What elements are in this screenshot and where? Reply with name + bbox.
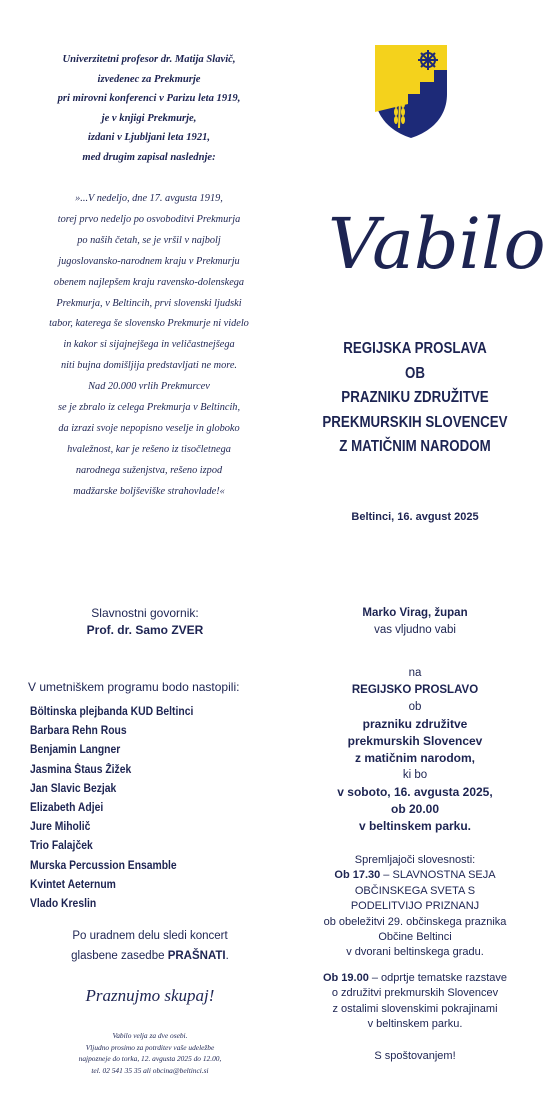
headline-line: Z MATIČNIM NARODOM — [339, 438, 491, 455]
performer-item: Jure Miholič — [30, 821, 91, 834]
performer-item: Vlado Kreslin — [30, 898, 97, 911]
regards: S spoštovanjem! — [374, 1050, 456, 1063]
quote-line: madžarske boljševiške strahovlade!« — [73, 485, 225, 497]
quote-line: hvaležnost, kar je rešeno iz tisočletnega — [67, 443, 231, 455]
municipality-crest-icon — [372, 42, 450, 140]
quote-line: in kakor si sijajnejšega in veličastnejšega — [63, 339, 235, 351]
intro-line: izvedenec za Prekmurje — [97, 73, 201, 85]
performers-list — [30, 703, 211, 914]
performer-item: Murska Percussion Ensamble — [30, 859, 177, 872]
performer-item: Elizabeth Adjei — [30, 802, 104, 815]
quote-line: jugoslovansko-narodnem kraju v Prekmurju — [58, 255, 240, 267]
performer-item: Barbara Rehn Rous — [30, 725, 127, 738]
performer-item: Jan Slavic Bezjak — [30, 782, 117, 795]
band-name: PRAŠNATI — [167, 950, 226, 962]
event-block: na REGIJSKO PROSLAVO ob prazniku združitve prekmurskih Slovencev z matičnim narodom, ki bo v soboto, 16. avgusta 2025, ob 20.00 v beltinskem parku. — [288, 665, 542, 835]
quote-line: niti bujna domišljija predstavljati ne more. — [61, 360, 237, 372]
concert-line: glasbene zasedbe PRAŠNATI. — [71, 950, 229, 962]
intro-line: izdani v Ljubljani leta 1921, — [87, 132, 211, 143]
quote-line: tabor, katerega še slovensko Prekmurje ni videlo — [49, 318, 249, 330]
event-time: ob 20.00 — [390, 802, 440, 816]
intro-line: je v knjigi Prekmurje, — [101, 112, 197, 124]
celebrate-slogan: Praznujmo skupaj! — [85, 986, 215, 1005]
invitation-title-text: Vabilo — [328, 203, 546, 285]
performer-item: Böltinska plejbanda KUD Beltinci — [30, 706, 194, 718]
performer-item: Trio Falajček — [30, 840, 93, 853]
quote-line: Prekmurja, v Beltincih, prvi slovenski ljudski — [56, 297, 242, 309]
headline-line: OB — [405, 364, 425, 382]
headline-line: PRAZNIKU ZDRUŽITVE — [341, 389, 489, 406]
event-title: REGIJSKO PROSLAVO — [351, 684, 479, 696]
quote-line: po naših četah, se je vršil v najbolj — [77, 234, 221, 246]
rsvp-line: tel. 02 541 35 35 ali obcina@beltinci.si — [91, 1066, 209, 1076]
rsvp-line: Vljudno prosimo za potrditev vaše udeležbe — [85, 1042, 215, 1052]
quote-line: da izrazi svoje nepopisno veselje in globoko — [58, 422, 240, 434]
rsvp-line: najpozneje do torka, 12. avgusta 2025 do 12.00, — [78, 1054, 222, 1064]
accompanying-title: Spremljajoči slovesnosti: — [354, 854, 476, 866]
intro-line: med drugim zapisal naslednje: — [82, 151, 216, 163]
quote-line: obenem najlepšem kraju ravensko-dolenskega — [53, 276, 245, 288]
headline-line: REGIJSKA PROSLAVA — [343, 340, 487, 357]
intro-section — [18, 50, 280, 503]
host-name: Marko Virag, župan — [362, 607, 468, 619]
intro-line: Univerzitetni profesor dr. Matija Slavič, — [62, 54, 236, 65]
historical-quote — [18, 189, 280, 503]
quote-line: torej prvo nedeljo po osvoboditvi Prekmurja — [57, 213, 241, 225]
headline-line: PREKMURSKIH SLOVENCEV — [322, 413, 508, 431]
event-item: Ob 19.00 – odprtje tematske razstave — [322, 971, 508, 984]
host-invites: vas vljudno vabi — [374, 624, 456, 636]
invitation-details — [288, 605, 542, 1062]
performer-item: Benjamin Langner — [30, 744, 121, 757]
performer-item: Kvintet Aeternum — [30, 878, 116, 891]
program-title: V umetniškem programu bodo nastopili: — [28, 680, 240, 694]
event-location: v beltinskem parku. — [358, 819, 472, 833]
speaker-name: Prof. dr. Samo ZVER — [86, 623, 204, 637]
speaker-label: Slavnostni govornik: — [91, 606, 199, 620]
rsvp-line: Vabilo velja za dve osebi. — [112, 1031, 188, 1040]
quote-line: narodnega suženjstva, rešeno izpod — [75, 464, 223, 476]
headline — [308, 337, 523, 460]
quote-line: se je zbralo iz celega Prekmurja v Beltincih, — [57, 402, 241, 414]
event-date: v soboto, 16. avgusta 2025, — [337, 785, 493, 799]
quote-line: »...V nedeljo, dne 17. avgusta 1919, — [75, 193, 223, 204]
concert-line: Po uradnem delu sledi koncert — [72, 930, 228, 942]
invitation-title — [322, 190, 546, 285]
performer-item: Jasmina Štaus Žižek — [30, 763, 132, 776]
accompanying-events: Spremljajoči slovesnosti: Ob 17.30 – SLAVNOSTNA SEJA OBČINSKEGA SVETA S PODELITVIJO PRIZNANJ ob obeležitvi 29. občinskega praznika Občine Beltinci v dvorani beltinskega gradu. Ob 19.00 – odprtje tematske razstave o združitvi prekmurskih Slovencev z ostalimi slovenskimi pokrajinami v beltinskem parku. — [288, 853, 542, 1032]
intro-line: pri mirovni konferenci v Parizu leta 1919, — [57, 93, 241, 104]
rsvp-info — [20, 1030, 280, 1077]
quote-line: Nad 20.000 vrlih Prekmurcev — [88, 381, 210, 393]
event-item: Ob 17.30 – SLAVNOSTNA SEJA — [334, 869, 496, 882]
intro-text — [18, 50, 280, 167]
keynote-speaker — [10, 605, 280, 639]
concert-note — [10, 926, 290, 966]
date-place: Beltinci, 16. avgust 2025 — [351, 511, 479, 523]
